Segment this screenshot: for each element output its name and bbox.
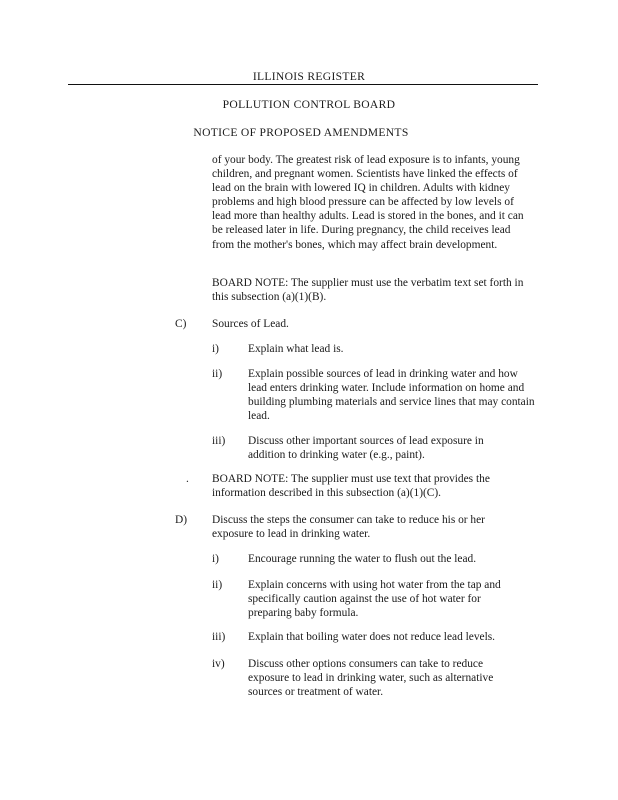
section-d-label: D) [175, 514, 188, 526]
notice-header: NOTICE OF PROPOSED AMENDMENTS [193, 126, 409, 139]
section-c-item-text: Explain possible sources of lead in drinking water and how lead enters drinking water. Include information on home and building plumbing materials and service lines that may contain lead. [248, 368, 535, 423]
section-d-item-label: i) [212, 553, 219, 565]
section-d-title: Discuss the steps the consumer can take to reduce his or her exposure to lead in drinking water. [212, 514, 485, 541]
intro-paragraph: of your body. The greatest risk of lead exposure is to infants, young children, and pregnant women. Scientists have linked the effects of lead on the brain with lowered IQ in children. Adults with kidney problems and high blood pressure can be affected by low levels of lead more than healthy adults. Lead is stored in the bones, and it can be released later in life. During pregnancy, the child receives lead from the mother's bones, which may affect brain development. [212, 154, 524, 251]
section-c-item-label: iii) [212, 435, 226, 447]
section-c-label: C) [175, 318, 187, 330]
board-note-c: BOARD NOTE: The supplier must use text that provides the information described in this subsection (a)(1)(C). [212, 473, 490, 500]
section-d-item-label: ii) [212, 579, 223, 591]
section-c-item-text: Discuss other important sources of lead exposure in addition to drinking water (e.g., paint). [248, 435, 484, 462]
board-note-b: BOARD NOTE: The supplier must use the verbatim text set forth in this subsection (a)(1)(B). [212, 277, 524, 304]
board-header: POLLUTION CONTROL BOARD [222, 98, 396, 111]
section-c-item-text: Explain what lead is. [248, 343, 344, 355]
section-c-item-label: ii) [212, 368, 223, 380]
section-d-item-text: Discuss other options consumers can take to reduce exposure to lead in drinking water, such as alternative sources or treatment of water. [248, 658, 494, 699]
section-d-item-text: Explain that boiling water does not reduce lead levels. [248, 631, 496, 643]
section-d-item-text: Encourage running the water to flush out the lead. [248, 553, 477, 565]
section-d-item-text: Explain concerns with using hot water from the tap and specifically caution against the use of hot water for preparing baby formula. [248, 579, 501, 620]
section-d-item-label: iv) [212, 658, 225, 670]
register-header: ILLINOIS REGISTER [252, 70, 366, 83]
note-marker: . [186, 473, 189, 485]
section-d-item-label: iii) [212, 631, 226, 643]
section-c-item-label: i) [212, 343, 219, 355]
header-rule [68, 84, 538, 85]
section-c-title: Sources of Lead. [212, 318, 289, 330]
